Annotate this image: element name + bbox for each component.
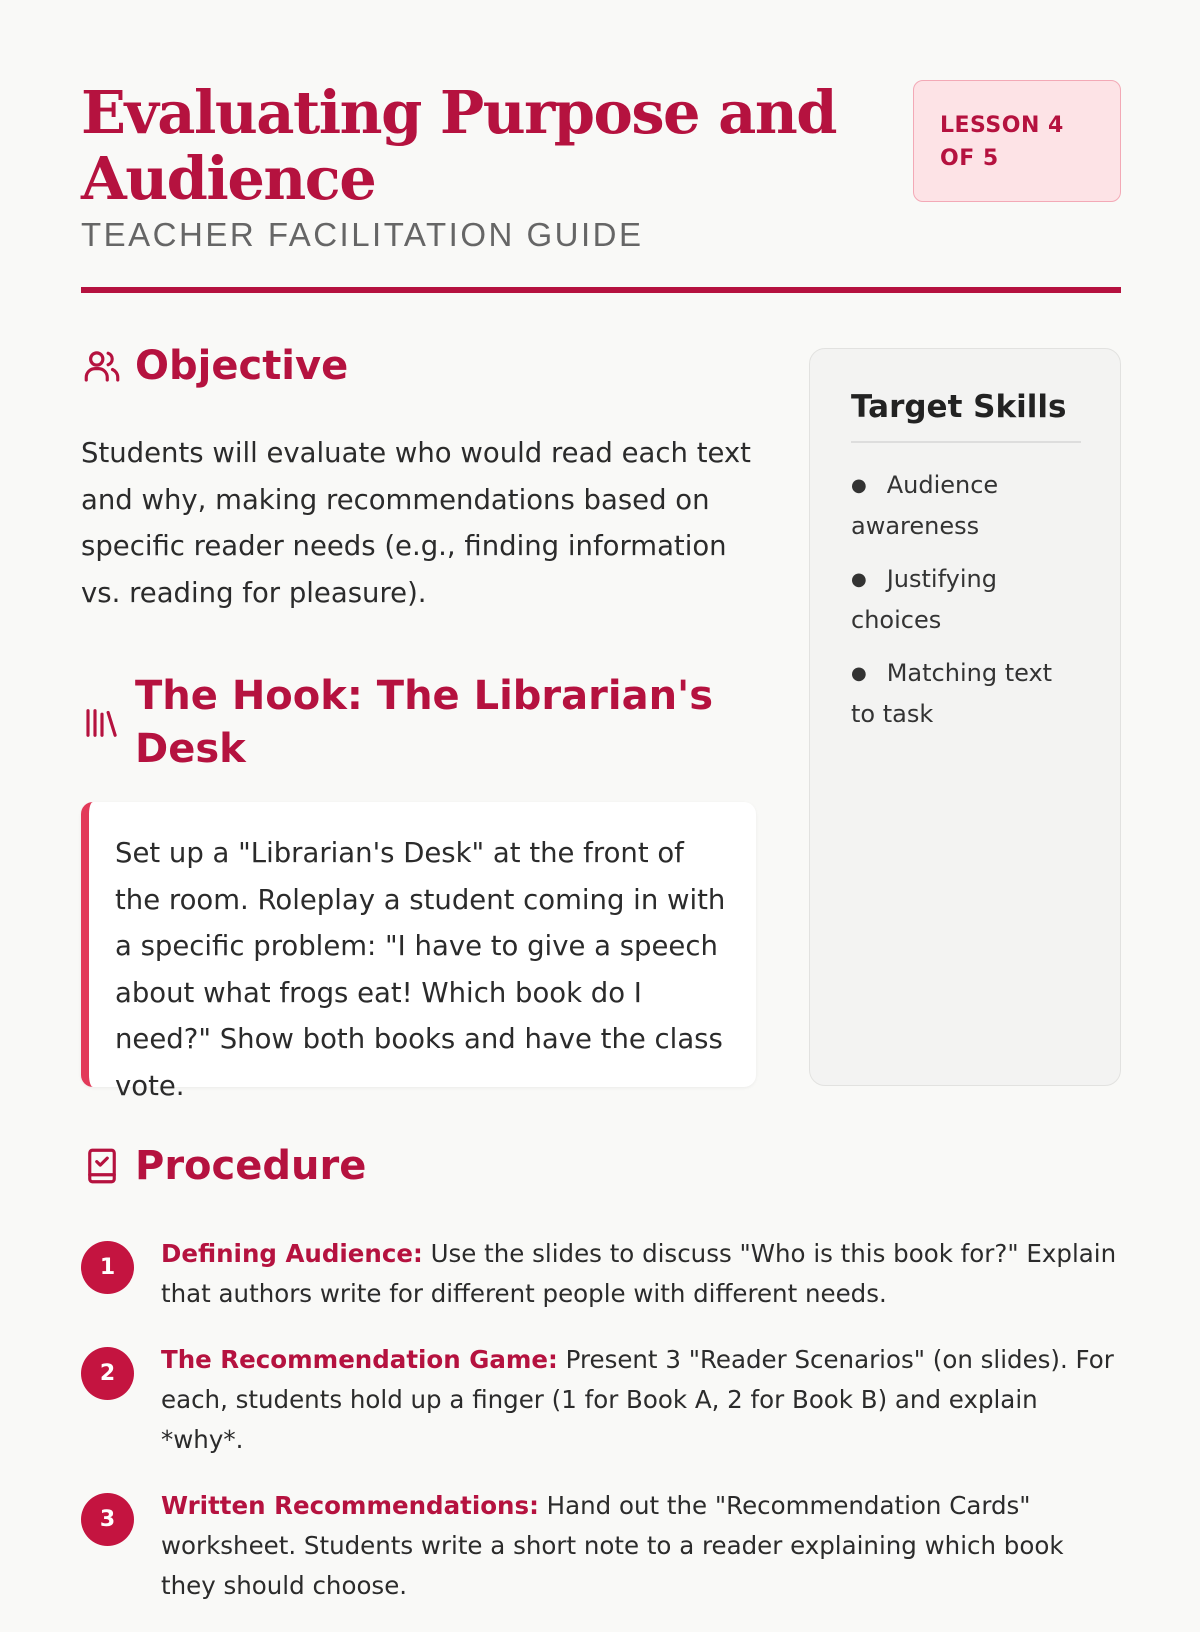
objective-title: Objective [135,343,349,389]
target-skills-title: Target Skills [851,389,1081,443]
step-text: Use the slides to discuss "Who is this book for?" Explain that authors write for different people with different needs. [161,1239,1117,1308]
objective-text: Students will evaluate who would read each text and why, making recommendations based on specific reader needs (e.g., finding information vs. reading for pleasure). [81,437,751,609]
library-icon [81,702,123,744]
step-number: 3 [81,1493,134,1546]
hook-heading [81,670,756,776]
procedure-step [81,1486,1121,1606]
users-icon [81,345,123,387]
step-lead: Written Recommendations: [161,1491,539,1520]
step-lead: Defining Audience: [161,1239,423,1268]
page-header [81,0,1121,296]
target-skills-panel [809,348,1121,1086]
list-item: ● Matching text to task [851,659,1053,728]
procedure-step [81,1234,1121,1314]
step-text: Hand out the "Recommendation Cards" worksheet. Students write a short note to a reader explaining which book they should choose. [161,1491,1064,1600]
list-item: ● Justifying choices [851,565,997,634]
step-number: 1 [81,1241,134,1294]
procedure-heading [81,1140,1121,1192]
lesson-badge: LESSON 4 OF 5 [913,80,1121,202]
procedure-title: Procedure [135,1143,367,1189]
lesson-guide-page [81,0,1121,1600]
skills-list [851,465,1079,734]
hook-callout: Set up a "Librarian's Desk" at the front of the room. Roleplay a student coming in with a specific problem: "I have to give a speech about what frogs eat! Which book do I need?" Show both books and have the class vote. [81,802,756,1087]
list-item: ● Audience awareness [851,471,999,540]
checklist-book-icon [81,1145,123,1187]
page-title: Evaluating Purpose and Audience [81,78,837,213]
procedure-section [81,1140,1121,1600]
step-number: 2 [81,1347,134,1400]
objective-heading [81,340,756,392]
step-lead: The Recommendation Game: [161,1345,558,1374]
procedure-steps [81,1234,1121,1632]
main-column [81,340,756,1102]
procedure-step [81,1340,1121,1460]
hook-title: The Hook: The Librarian's Desk [135,673,714,772]
header-divider [81,287,1121,293]
step-text: Present 3 "Reader Scenarios" (on slides). For each, students hold up a finger (1 for Book A, 2 for Book B) and explain *why*. [161,1345,1114,1454]
page-subtitle: TEACHER FACILITATION GUIDE [81,216,644,253]
